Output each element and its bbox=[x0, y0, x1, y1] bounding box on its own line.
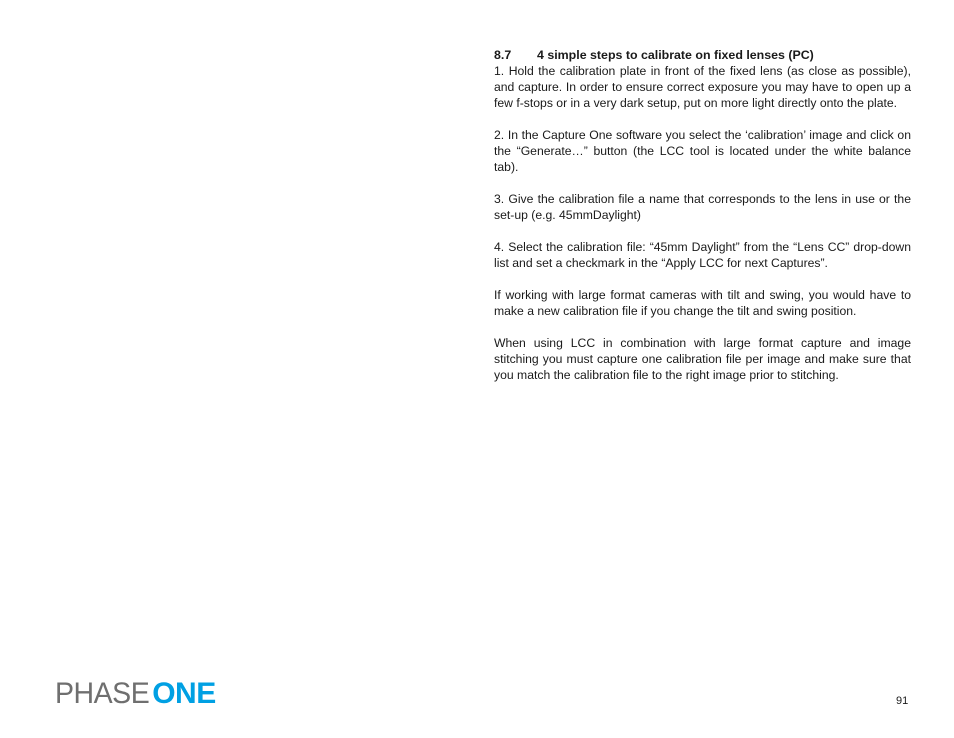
paragraph-step-1: 1. Hold the calibration plate in front of the fixed lens (as close as possible), and capture. In order to ensure correct exposure you may have to open up a few f-stops or in a very dark setup, put on more light directly onto the plate. bbox=[494, 64, 911, 110]
section-title: 4 simple steps to calibrate on fixed lenses (PC) bbox=[537, 48, 814, 62]
paragraph-tilt-swing: If working with large format cameras with tilt and swing, you would have to make a new calibration file if you change the tilt and swing position. bbox=[494, 288, 911, 318]
paragraph-step-3: 3. Give the calibration file a name that corresponds to the lens in use or the set-up (e.g. 45mmDaylight) bbox=[494, 192, 911, 222]
logo-text-phase: PHASE bbox=[55, 677, 150, 710]
paragraph-step-2: 2. In the Capture One software you select the ‘calibration’ image and click on the “Generate…” button (the LCC tool is located under the white balance tab). bbox=[494, 128, 911, 174]
page-number: 91 bbox=[896, 695, 909, 707]
section-heading bbox=[494, 47, 911, 63]
paragraph-stitching: When using LCC in combination with large format capture and image stitching you must capture one calibration file per image and make sure that you match the calibration file to the right image prior to stitching. bbox=[494, 336, 911, 382]
phaseone-logo bbox=[55, 679, 216, 709]
paragraph-step-4: 4. Select the calibration file: “45mm Daylight” from the “Lens CC” drop-down list and set a checkmark in the “Apply LCC for next Captures”. bbox=[494, 240, 911, 270]
section-number: 8.7 bbox=[494, 48, 512, 62]
logo-text-one: ONE bbox=[152, 677, 216, 710]
main-content bbox=[494, 47, 911, 399]
